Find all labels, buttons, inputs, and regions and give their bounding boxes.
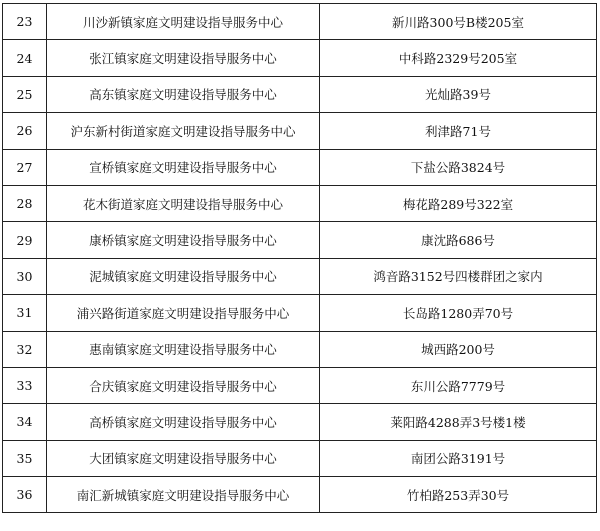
table-row [3,113,597,149]
center-name: 惠南镇家庭文明建设指导服务中心 [47,331,320,367]
table-row [3,258,597,294]
center-name: 宣桥镇家庭文明建设指导服务中心 [47,149,320,185]
table-row [3,404,597,440]
table-body [3,4,597,513]
center-address: 城西路200号 [320,331,597,367]
table-row [3,440,597,476]
center-name: 沪东新村街道家庭文明建设指导服务中心 [47,113,320,149]
center-name: 康桥镇家庭文明建设指导服务中心 [47,222,320,258]
table-row [3,331,597,367]
center-address: 新川路300号B楼205室 [320,4,597,40]
row-number: 27 [3,149,47,185]
row-number: 33 [3,367,47,403]
table-row [3,76,597,112]
center-address: 东川公路7779号 [320,367,597,403]
table-row [3,40,597,76]
row-number: 26 [3,113,47,149]
row-number: 24 [3,40,47,76]
table-row [3,367,597,403]
center-address: 利津路71号 [320,113,597,149]
center-address: 梅花路289号322室 [320,185,597,221]
center-name: 张江镇家庭文明建设指导服务中心 [47,40,320,76]
center-address: 莱阳路4288弄3号楼1楼 [320,404,597,440]
table-row [3,4,597,40]
center-name: 川沙新镇家庭文明建设指导服务中心 [47,4,320,40]
center-name: 浦兴路街道家庭文明建设指导服务中心 [47,295,320,331]
center-address: 南团公路3191号 [320,440,597,476]
center-address: 鸿音路3152号四楼群团之家内 [320,258,597,294]
table-row [3,185,597,221]
service-center-table [2,3,597,513]
center-address: 长岛路1280弄70号 [320,295,597,331]
table-row [3,149,597,185]
row-number: 36 [3,477,47,513]
row-number: 34 [3,404,47,440]
row-number: 32 [3,331,47,367]
row-number: 31 [3,295,47,331]
row-number: 23 [3,4,47,40]
center-address: 竹柏路253弄30号 [320,477,597,513]
row-number: 35 [3,440,47,476]
row-number: 25 [3,76,47,112]
center-name: 大团镇家庭文明建设指导服务中心 [47,440,320,476]
row-number: 28 [3,185,47,221]
center-address: 中科路2329号205室 [320,40,597,76]
table-row [3,222,597,258]
center-name: 合庆镇家庭文明建设指导服务中心 [47,367,320,403]
center-address: 下盐公路3824号 [320,149,597,185]
center-address: 康沈路686号 [320,222,597,258]
center-name: 泥城镇家庭文明建设指导服务中心 [47,258,320,294]
table-row [3,295,597,331]
center-address: 光灿路39号 [320,76,597,112]
row-number: 29 [3,222,47,258]
row-number: 30 [3,258,47,294]
center-name: 南汇新城镇家庭文明建设指导服务中心 [47,477,320,513]
center-name: 高东镇家庭文明建设指导服务中心 [47,76,320,112]
center-name: 花木街道家庭文明建设指导服务中心 [47,185,320,221]
table-row [3,477,597,513]
center-name: 高桥镇家庭文明建设指导服务中心 [47,404,320,440]
